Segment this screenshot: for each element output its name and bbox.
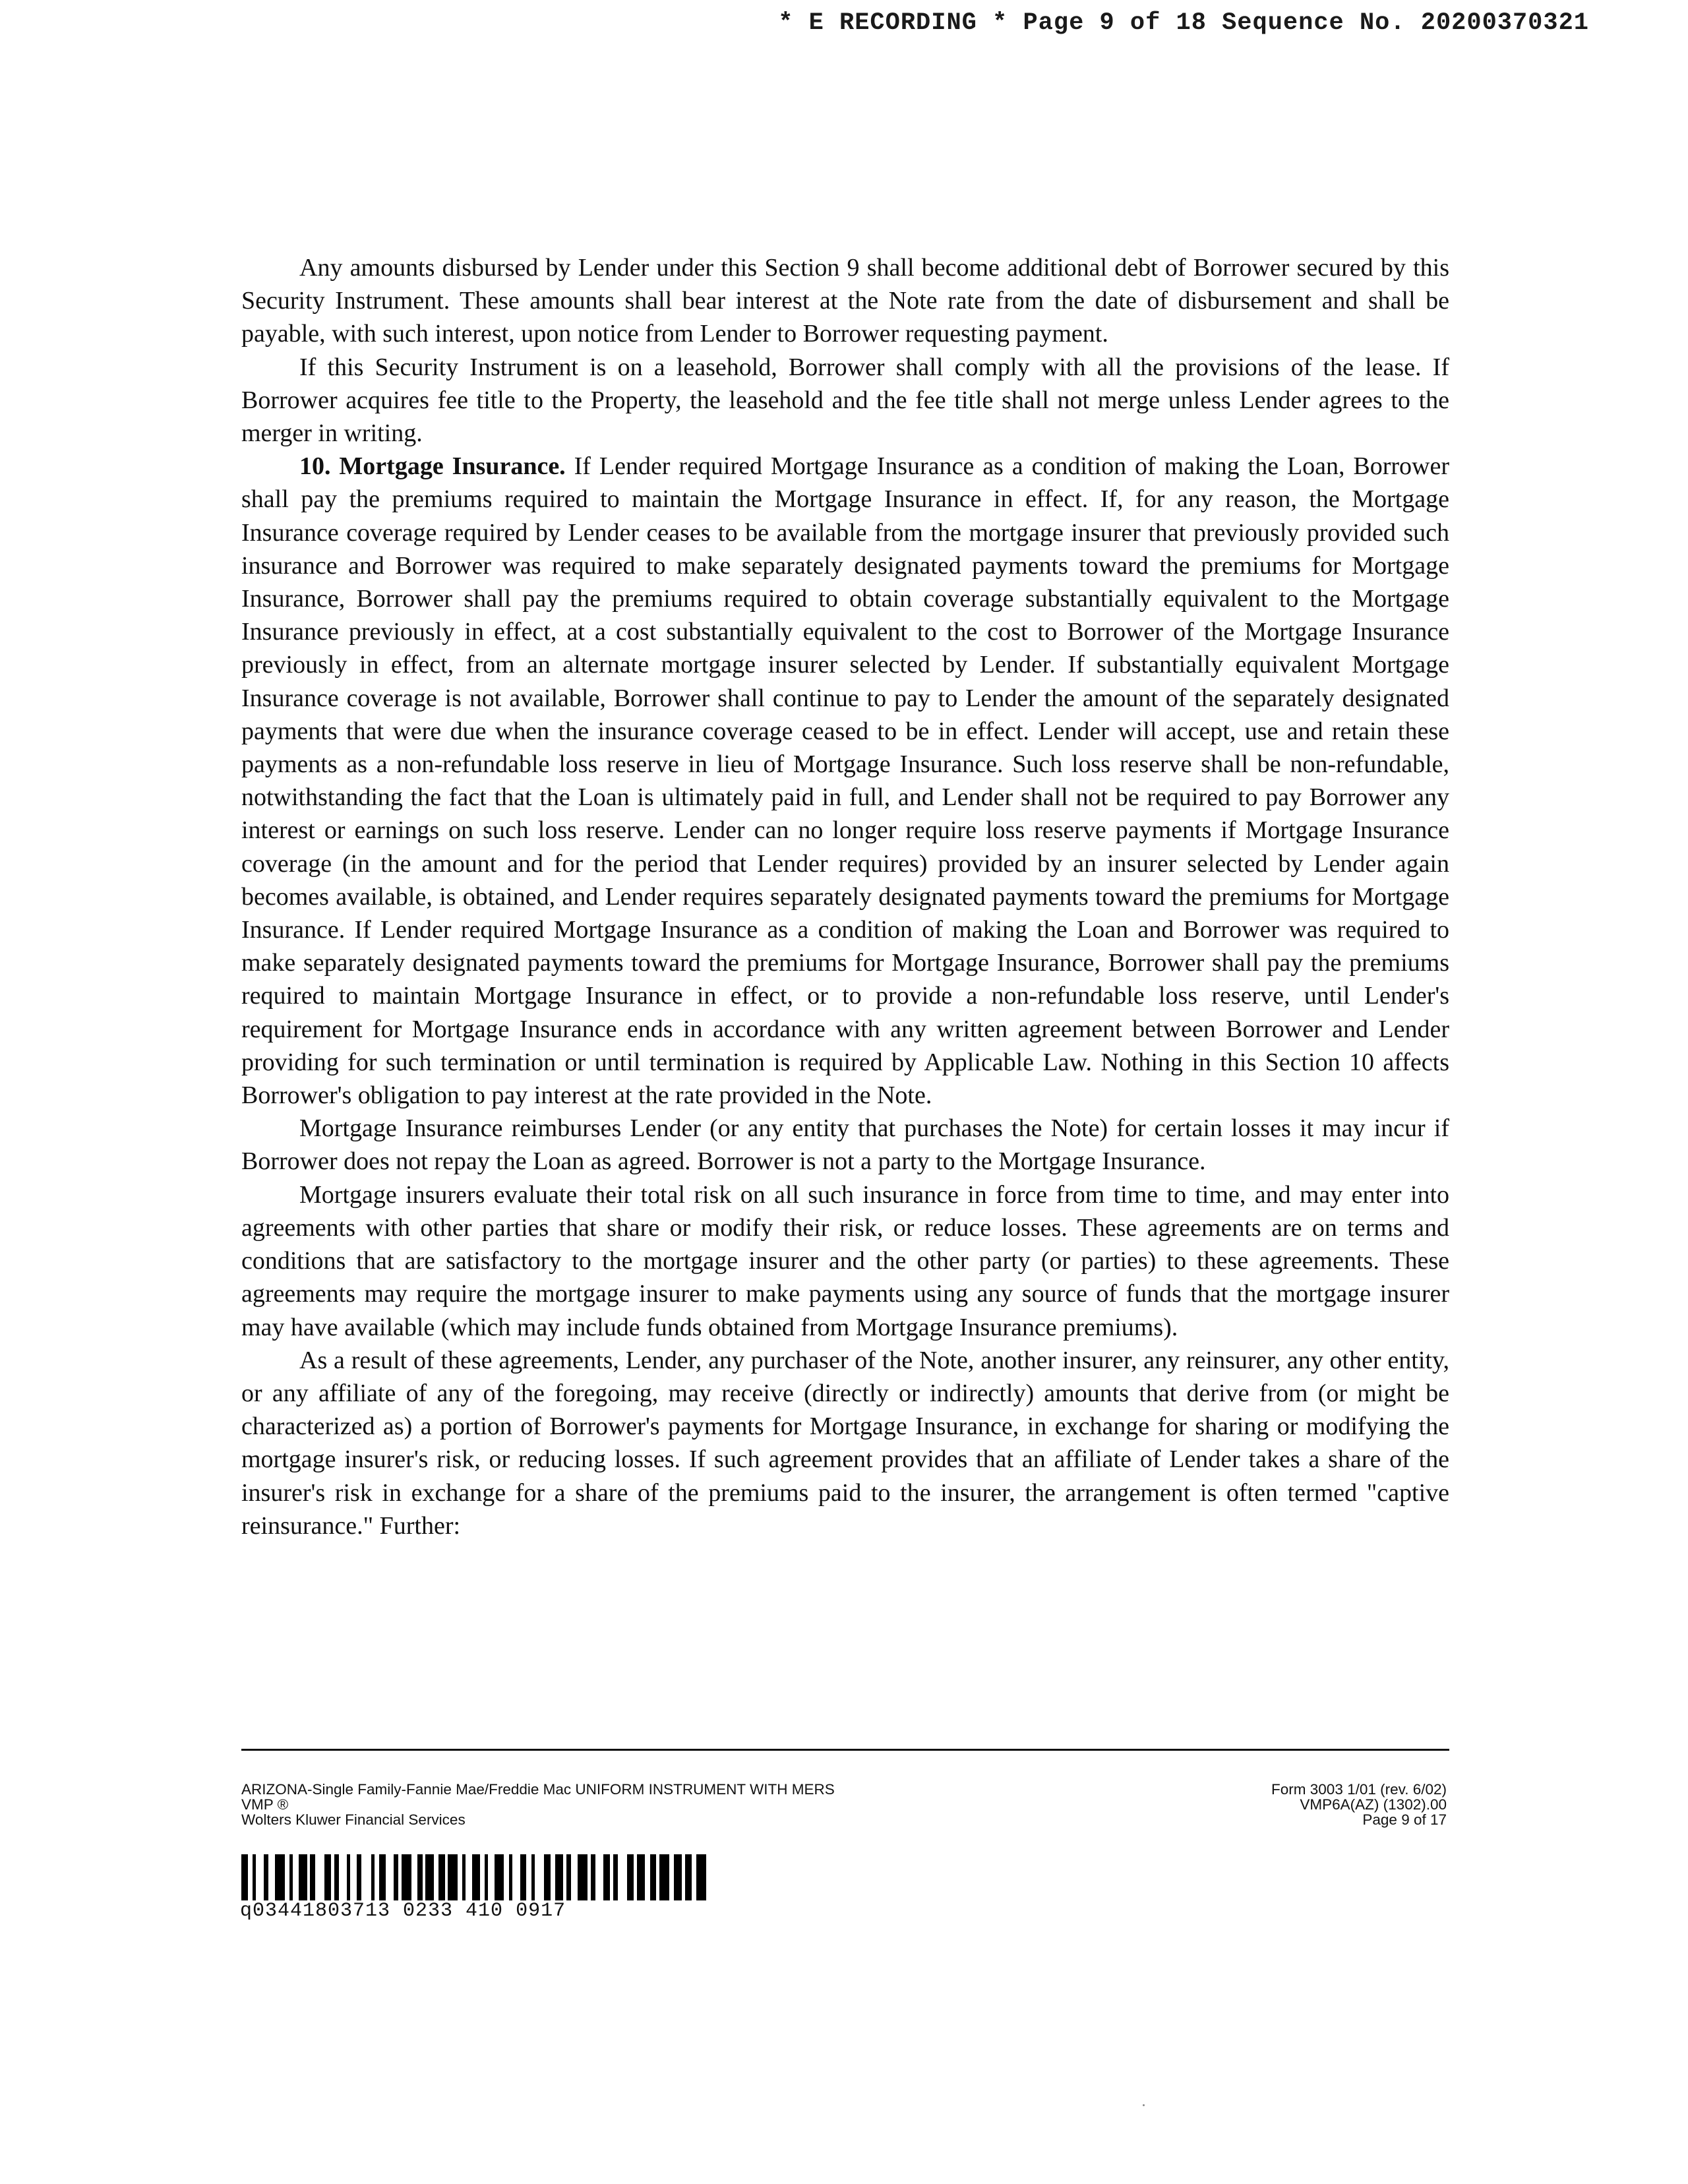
footer-form-number	[1271, 1782, 1447, 1827]
barcode-bar	[411, 1854, 418, 1900]
barcode-bar	[685, 1854, 692, 1900]
recording-stamp: * E RECORDING * Page 9 of 18 Sequence No. 20200370321	[778, 9, 1589, 37]
paragraph-text: If this Security Instrument is on a leasehold, Borrower shall comply with all the provisions of the lease. If Borrower acquires fee title to the Property, the leasehold and the fee title shall not merge unless Lender agrees to the merger in writing.	[241, 353, 1449, 448]
footer-vmp-code: VMP6A(AZ) (1302).00	[1300, 1796, 1447, 1813]
barcode-bar	[417, 1854, 422, 1900]
barcode-bar	[603, 1854, 610, 1900]
barcode-bar	[645, 1854, 649, 1900]
barcode-bar	[535, 1854, 545, 1900]
paragraph-mi-reimburses	[241, 1112, 1449, 1178]
barcode-bar	[264, 1854, 268, 1900]
barcode-bar	[248, 1854, 253, 1900]
barcode-bar	[299, 1854, 307, 1900]
barcode-bar	[350, 1854, 357, 1900]
footer-form-info	[241, 1782, 835, 1827]
barcode-bar	[438, 1854, 445, 1900]
scan-speck	[1143, 2104, 1145, 2106]
barcode-digits: q03441803713 0233 410 0917	[240, 1900, 566, 1922]
barcode-bar	[315, 1854, 325, 1900]
section-heading: 10. Mortgage Insurance.	[299, 452, 566, 481]
paragraph-disbursed-amounts	[241, 251, 1449, 351]
barcode-bar	[696, 1854, 706, 1900]
barcode-bar	[495, 1854, 504, 1900]
barcode-bar	[361, 1854, 371, 1900]
barcode-bar	[386, 1854, 394, 1900]
paragraph-text: Any amounts disbursed by Lender under this Section 9 shall become additional debt of Borrower secured by this Security Instrument. These amounts shall bear interest at the Note rate from the date of disbursement and shall be payable, with such interest, upon notice from Lender to Borrower requesting payment.	[241, 254, 1449, 348]
barcode-bar	[448, 1854, 458, 1900]
barcode-bar	[480, 1854, 485, 1900]
paragraph-text: If Lender required Mortgage Insurance as a condition of making the Loan, Borrower shall pay the premiums required to maintain the Mortgage Insurance in effect. If, for any reason, the Mortgage Insurance coverage required by Lender ceases to be available from the mortgage insurer that previously provided such insurance and Borrower was required to make separately designated payments toward the premiums for Mortgage Insurance, Borrower shall pay the premiums required to obtain coverage substantially equivalent to the Mortgage Insurance previously in effect, at a cost substantially equivalent to the cost to Borrower of the Mortgage Insurance previously in effect, from an alternate mortgage insurer selected by Lender. If substantially equivalent Mortgage Insurance coverage is not available, Borrower shall continue to pay to Lender the amount of the separately designated payments that were due when the insurance coverage ceased to be in effect. Lender will accept, use and retain these payments as a non-refundable loss reserve in lieu of Mortgage Insurance. Such loss reserve shall be non-refundable, notwithstanding the fact that the Loan is ultimately paid in full, and Lender shall not be required to pay Borrower any interest or earnings on such loss reserve. Lender can no longer require loss reserve payments if Mortgage Insurance coverage (in the amount and for the period that Lender requires) provided by an insurer selected by Lender again becomes available, is obtained, and Lender requires separately designated payments toward the premiums for Mortgage Insurance. If Lender required Mortgage Insurance as a condition of making the Loan and Borrower was required to make separately designated payments toward the premiums for Mortgage Insurance, Borrower shall pay the premiums required to maintain Mortgage Insurance in effect, or to provide a non-refundable loss reserve, until Lender's requirement for Mortgage Insurance ends in accordance with any written agreement between Borrower and Lender providing for such termination or until termination is required by Applicable Law. Nothing in this Section 10 affects Borrower's obligation to pay interest at the rate provided in the Note.	[241, 452, 1449, 1110]
barcode-bar	[578, 1854, 588, 1900]
barcode-bar	[551, 1854, 555, 1900]
barcode-bar	[520, 1854, 527, 1900]
barcode-bar	[674, 1854, 682, 1900]
barcode-bar	[526, 1854, 531, 1900]
footer-form-code: Form 3003 1/01 (rev. 6/02)	[1271, 1781, 1447, 1798]
paragraph-agreements-result	[241, 1344, 1449, 1542]
barcode-bar	[256, 1854, 264, 1900]
document-body	[241, 251, 1449, 1542]
barcode-bar	[458, 1854, 462, 1900]
barcode-bar	[692, 1854, 696, 1900]
barcode-bar	[618, 1854, 628, 1900]
footer-form-title: ARIZONA-Single Family-Fannie Mae/Freddie Mac UNIFORM INSTRUMENT WITH MERS	[241, 1781, 835, 1798]
footer-vmp-mark: VMP ®	[241, 1796, 289, 1813]
barcode-bar	[488, 1854, 495, 1900]
barcode-bar	[394, 1854, 398, 1900]
barcode-bar	[544, 1854, 551, 1900]
footer-publisher: Wolters Kluwer Financial Services	[241, 1811, 466, 1828]
footer-divider	[241, 1749, 1449, 1751]
barcode-bar	[357, 1854, 361, 1900]
barcode-bar	[285, 1854, 289, 1900]
paragraph-text: Mortgage Insurance reimburses Lender (or any entity that purchases the Note) for certain losses it may incur if Borrower does not repay the Loan as agreed. Borrower is not a party to the Mortgage Insurance.	[241, 1114, 1449, 1176]
barcode-image	[241, 1854, 709, 1900]
barcode-bar	[466, 1854, 472, 1900]
paragraph-mortgage-insurance	[241, 450, 1449, 1112]
barcode-bar	[425, 1854, 433, 1900]
barcode-bar	[566, 1854, 571, 1900]
barcode-bar	[324, 1854, 331, 1900]
barcode-bar	[379, 1854, 386, 1900]
barcode-bar	[334, 1854, 339, 1900]
barcode-bar	[595, 1854, 603, 1900]
barcode-bar	[375, 1854, 379, 1900]
barcode-bar	[637, 1854, 645, 1900]
barcode-bar	[293, 1854, 299, 1900]
barcode-bar	[268, 1854, 275, 1900]
paragraph-text: As a result of these agreements, Lender, any purchaser of the Note, another insurer, any reinsurer, any other entity, or any affiliate of any of the foregoing, may receive (directly or indirectly) amounts that derive from (or might be characterized as) a portion of Borrower's payments for Mortgage Insurance, in exchange for sharing or modifying the mortgage insurer's risk, or reducing losses. If such agreement provides that an affiliate of Lender takes a share of the insurer's risk in exchange for a share of the premiums paid to the insurer, the arrangement is often termed "captive reinsurance." Further:	[241, 1346, 1449, 1540]
barcode-bar	[310, 1854, 315, 1900]
barcode-bar	[472, 1854, 480, 1900]
barcode-bar	[275, 1854, 285, 1900]
barcode-bar	[650, 1854, 657, 1900]
paragraph-mi-insurers-evaluate	[241, 1178, 1449, 1344]
barcode-bar	[669, 1854, 674, 1900]
barcode-bar	[241, 1854, 248, 1900]
barcode-bar	[659, 1854, 669, 1900]
paragraph-text: Mortgage insurers evaluate their total risk on all such insurance in force from time to time, and may enter into agreements with other parties that share or modify their risk, or reduce losses. These agreements are on terms and conditions that are satisfactory to the mortgage insurer and the other party (or parties) to these agreements. These agreements may require the mortgage insurer to make payments using any source of funds that the mortgage insurer may have available (which may include funds obtained from Mortgage Insurance premiums).	[241, 1180, 1449, 1341]
barcode-bar	[613, 1854, 618, 1900]
barcode-bar	[706, 1854, 709, 1900]
footer-page-number: Page 9 of 17	[1362, 1811, 1447, 1828]
barcode-bar	[512, 1854, 520, 1900]
barcode-bar	[504, 1854, 508, 1900]
barcode-bar	[571, 1854, 578, 1900]
barcode-bar	[339, 1854, 347, 1900]
barcode-bar	[555, 1854, 563, 1900]
barcode-bar	[591, 1854, 595, 1900]
paragraph-leasehold	[241, 351, 1449, 450]
barcode-bar	[627, 1854, 634, 1900]
barcode-bar	[434, 1854, 438, 1900]
barcode-bar	[402, 1854, 411, 1900]
